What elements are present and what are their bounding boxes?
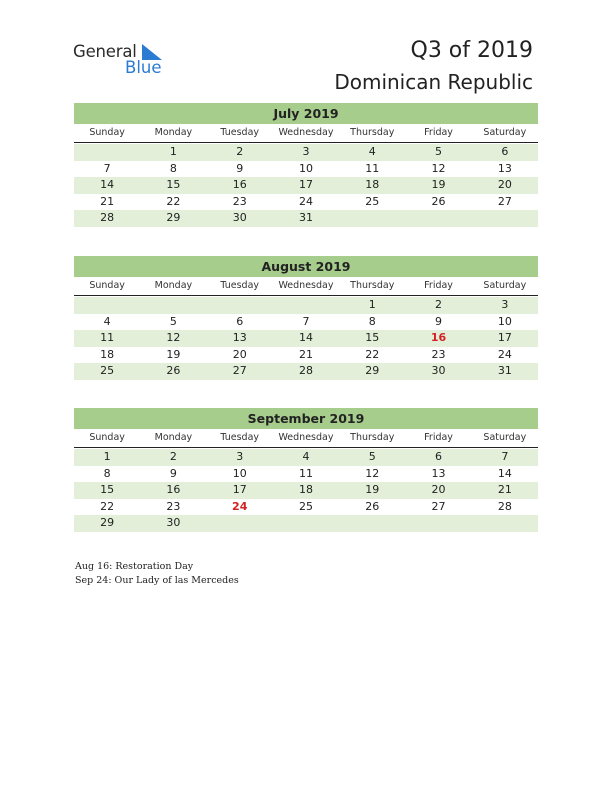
weekday-label: Saturday [483, 127, 527, 138]
weekday-header-row [74, 124, 538, 143]
day-cell: 21 [100, 194, 115, 208]
day-cell: 2 [236, 145, 244, 158]
week-row [74, 466, 538, 483]
day-cell: 9 [435, 314, 443, 328]
day-cell: 23 [166, 499, 181, 513]
week-row [74, 177, 538, 194]
day-cell: 15 [166, 178, 181, 192]
day-cell: 19 [431, 178, 446, 192]
weekday-label: Monday [154, 127, 193, 138]
day-cell: 25 [365, 194, 380, 208]
month-calendar-august [74, 256, 538, 380]
day-cell [339, 515, 405, 532]
day-cell: 11 [100, 331, 115, 345]
day-cell: 31 [298, 211, 313, 225]
day-cell: 12 [431, 161, 446, 175]
day-cell: 18 [100, 347, 115, 361]
month-title: September 2019 [74, 408, 538, 429]
day-cell [140, 297, 206, 314]
week-row [74, 297, 538, 314]
day-cell: 17 [232, 483, 247, 497]
day-cell: 14 [497, 466, 512, 480]
day-cell: 29 [100, 516, 115, 530]
day-cell: 23 [431, 347, 446, 361]
weekday-label: Friday [424, 432, 453, 443]
weekday-label: Tuesday [220, 280, 260, 291]
day-cell: 30 [232, 211, 247, 225]
day-cell: 25 [100, 364, 115, 378]
day-cell: 27 [232, 364, 247, 378]
day-cell: 1 [368, 298, 376, 311]
day-cell: 22 [365, 347, 380, 361]
day-cell: 24 [497, 347, 512, 361]
day-cell: 17 [497, 331, 512, 345]
day-cell: 18 [365, 178, 380, 192]
day-cell: 31 [497, 364, 512, 378]
brand-logo [73, 42, 173, 78]
day-cell: 7 [103, 161, 111, 175]
day-cell: 9 [236, 161, 244, 175]
week-row [74, 449, 538, 466]
month-calendar-july [74, 103, 538, 227]
weekday-label: Wednesday [278, 280, 334, 291]
page-subtitle: Dominican Republic [334, 70, 533, 94]
day-cell: 18 [298, 483, 313, 497]
weekday-label: Thursday [350, 127, 395, 138]
weekday-label: Saturday [483, 432, 527, 443]
day-cell [472, 515, 538, 532]
day-cell: 9 [169, 466, 177, 480]
day-cell: 8 [368, 314, 376, 328]
day-cell: 29 [166, 211, 181, 225]
holiday-notes [75, 560, 239, 587]
weekday-label: Thursday [350, 280, 395, 291]
day-cell: 20 [431, 483, 446, 497]
day-cell: 14 [100, 178, 115, 192]
day-cell: 10 [497, 314, 512, 328]
day-cell: 16 [232, 178, 247, 192]
day-cell: 14 [298, 331, 313, 345]
day-cell: 4 [368, 145, 376, 158]
day-cell [405, 515, 471, 532]
day-cell [74, 144, 140, 161]
day-cell: 15 [100, 483, 115, 497]
weekday-label: Sunday [89, 280, 125, 291]
week-row [74, 161, 538, 178]
day-cell: 8 [103, 466, 111, 480]
day-cell: 6 [435, 450, 443, 463]
day-cell: 3 [302, 145, 310, 158]
day-cell: 26 [166, 364, 181, 378]
day-cell: 22 [100, 499, 115, 513]
day-cell: 22 [166, 194, 181, 208]
week-row [74, 482, 538, 499]
brand-word-general: General [73, 42, 137, 61]
week-row [74, 194, 538, 211]
day-cell: 24 [232, 499, 248, 513]
weekday-label: Monday [154, 432, 193, 443]
day-cell: 5 [169, 314, 177, 328]
holiday-note: Sep 24: Our Lady of las Mercedes [75, 574, 239, 586]
day-cell: 1 [169, 145, 177, 158]
day-cell: 26 [365, 499, 380, 513]
week-row [74, 515, 538, 532]
weekday-label: Monday [154, 280, 193, 291]
day-cell: 20 [232, 347, 247, 361]
day-cell: 5 [368, 450, 376, 463]
weekday-label: Friday [424, 127, 453, 138]
month-title: July 2019 [74, 103, 538, 124]
weekday-label: Friday [424, 280, 453, 291]
day-cell: 27 [497, 194, 512, 208]
day-cell: 7 [302, 314, 310, 328]
day-cell: 30 [431, 364, 446, 378]
day-cell: 25 [298, 499, 313, 513]
page-title: Q3 of 2019 [410, 38, 533, 63]
weekday-label: Wednesday [278, 432, 334, 443]
day-cell [339, 210, 405, 227]
day-cell: 12 [365, 466, 380, 480]
weeks-grid [74, 297, 538, 380]
week-row [74, 314, 538, 331]
weeks-grid [74, 449, 538, 532]
week-row [74, 210, 538, 227]
day-cell: 7 [501, 450, 509, 463]
weekday-label: Sunday [89, 432, 125, 443]
day-cell [74, 297, 140, 314]
day-cell: 21 [497, 483, 512, 497]
weekday-header-row [74, 277, 538, 296]
day-cell [273, 297, 339, 314]
weeks-grid [74, 144, 538, 227]
day-cell: 2 [169, 450, 177, 463]
day-cell [207, 297, 273, 314]
weekday-header-row [74, 429, 538, 448]
day-cell: 15 [365, 331, 380, 345]
day-cell: 4 [302, 450, 310, 463]
day-cell [472, 210, 538, 227]
day-cell: 4 [103, 314, 111, 328]
day-cell: 23 [232, 194, 247, 208]
weekday-label: Wednesday [278, 127, 334, 138]
day-cell: 19 [166, 347, 181, 361]
weekday-label: Thursday [350, 432, 395, 443]
day-cell: 27 [431, 499, 446, 513]
month-title: August 2019 [74, 256, 538, 277]
day-cell: 30 [166, 516, 181, 530]
day-cell [207, 515, 273, 532]
day-cell: 11 [298, 466, 313, 480]
weekday-label: Tuesday [220, 127, 260, 138]
day-cell: 6 [236, 314, 244, 328]
day-cell: 6 [501, 145, 509, 158]
day-cell: 3 [501, 298, 509, 311]
day-cell: 10 [232, 466, 247, 480]
day-cell: 28 [100, 211, 115, 225]
day-cell: 26 [431, 194, 446, 208]
day-cell: 2 [435, 298, 443, 311]
day-cell: 11 [365, 161, 380, 175]
day-cell: 20 [497, 178, 512, 192]
month-calendar-september [74, 408, 538, 532]
day-cell: 24 [298, 194, 313, 208]
week-row [74, 330, 538, 347]
day-cell: 21 [298, 347, 313, 361]
day-cell [273, 515, 339, 532]
weekday-label: Sunday [89, 127, 125, 138]
day-cell: 12 [166, 331, 181, 345]
week-row [74, 363, 538, 380]
week-row [74, 144, 538, 161]
day-cell: 19 [365, 483, 380, 497]
day-cell: 13 [232, 331, 247, 345]
holiday-note: Aug 16: Restoration Day [75, 561, 194, 572]
brand-word-blue: Blue [125, 58, 162, 77]
day-cell [405, 210, 471, 227]
day-cell: 1 [103, 450, 111, 463]
day-cell: 8 [169, 161, 177, 175]
day-cell: 29 [365, 364, 380, 378]
day-cell: 17 [298, 178, 313, 192]
weekday-label: Saturday [483, 280, 527, 291]
day-cell: 28 [497, 499, 512, 513]
weekday-label: Tuesday [220, 432, 260, 443]
day-cell: 5 [435, 145, 443, 158]
day-cell: 16 [166, 483, 181, 497]
week-row [74, 499, 538, 516]
day-cell: 16 [430, 331, 447, 345]
day-cell: 13 [431, 466, 446, 480]
day-cell: 3 [236, 450, 244, 463]
week-row [74, 347, 538, 364]
day-cell: 13 [497, 161, 512, 175]
day-cell: 10 [298, 161, 313, 175]
day-cell: 28 [298, 364, 313, 378]
